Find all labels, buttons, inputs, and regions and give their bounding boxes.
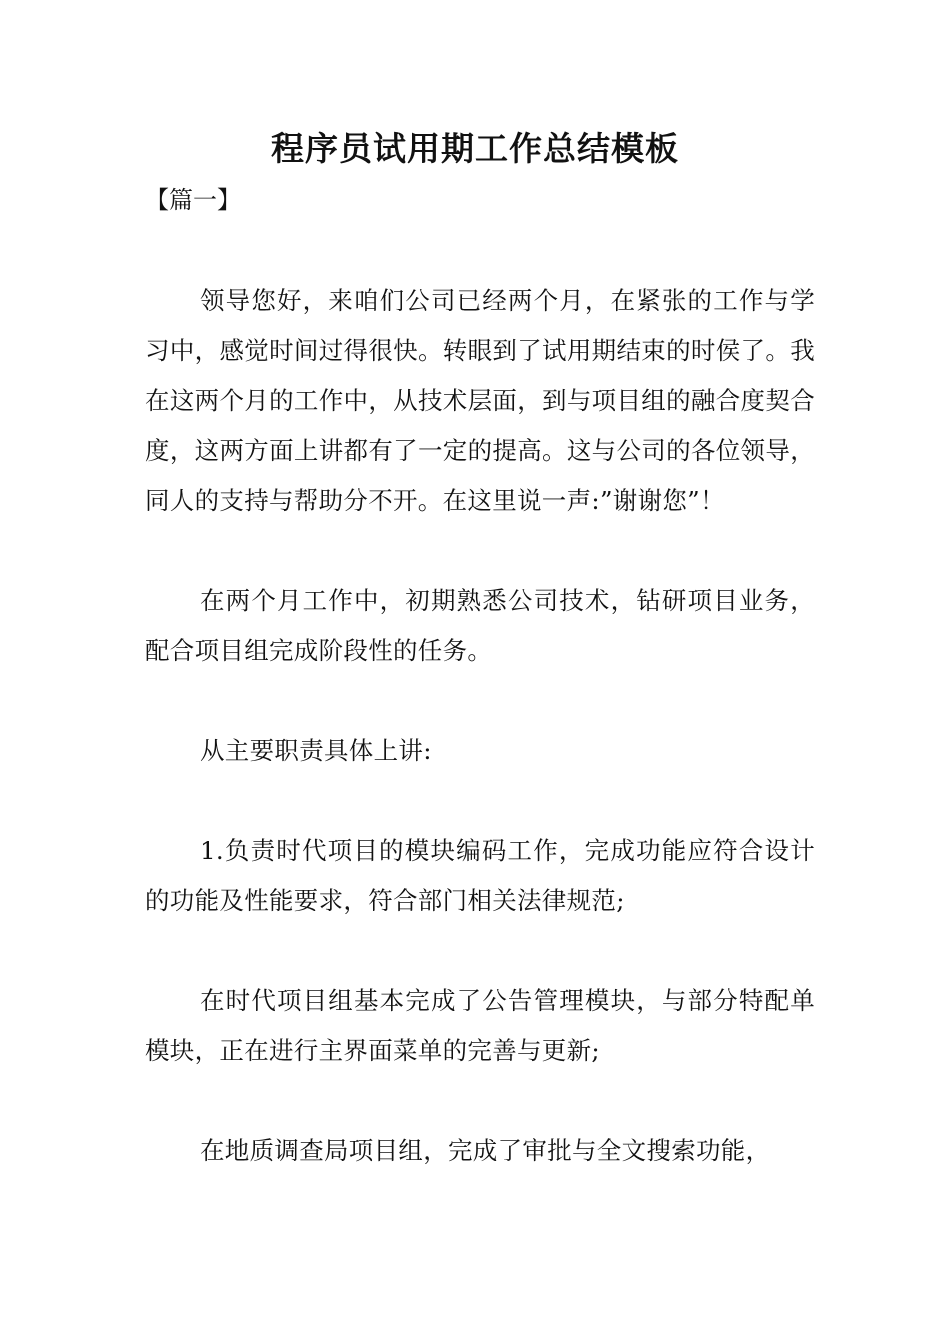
paragraph: 1.负责时代项目的模块编码工作，完成功能应符合设计的功能及性能要求，符合部门相关法律规范;	[145, 836, 815, 915]
section-label: 【篇一】	[145, 186, 241, 214]
paragraph: 领导您好，来咱们公司已经两个月，在紧张的工作与学习中，感觉时间过得很快。转眼到了试用期结束的时侯了。我在这两个月的工作中，从技术层面，到与项目组的融合度契合度，这两方面上讲都有了一定的提高。这与公司的各位领导，同人的支持与帮助分不开。在这里说一声:”谢谢您”！	[145, 286, 815, 515]
paragraph: 在时代项目组基本完成了公告管理模块，与部分特配单模块，正在进行主界面菜单的完善与更新;	[145, 986, 815, 1065]
paragraph: 在地质调查局项目组，完成了审批与全文搜索功能，	[200, 1136, 771, 1165]
paragraph: 在两个月工作中，初期熟悉公司技术，钻研项目业务，配合项目组完成阶段性的任务。	[145, 586, 815, 665]
page-title: 程序员试用期工作总结模板	[271, 129, 679, 168]
paragraph: 从主要职责具体上讲:	[200, 736, 432, 765]
body-text	[145, 276, 815, 1226]
